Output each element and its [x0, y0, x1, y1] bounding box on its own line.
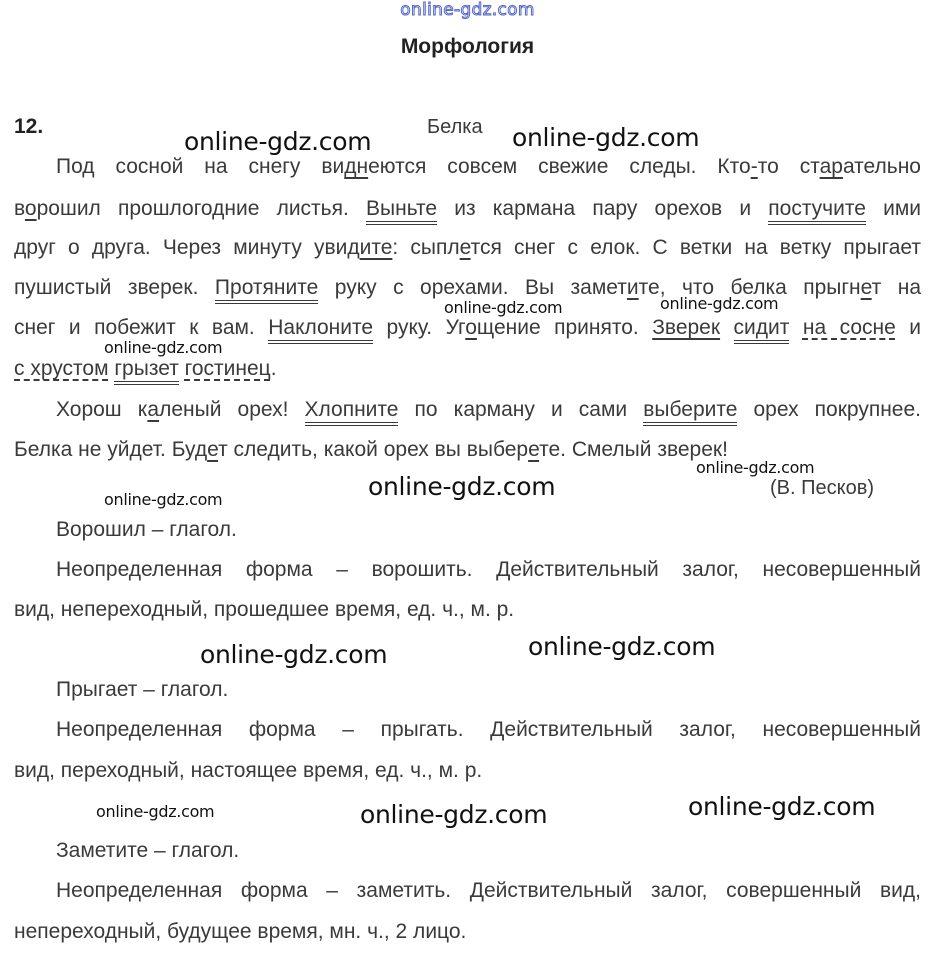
- analysis-text-3b: непереходный, будущее время, мн. ч., 2 лицо.: [14, 920, 467, 943]
- section-title: Морфология: [400, 35, 535, 58]
- watermark: online-gdz.com: [104, 490, 223, 509]
- watermark: online-gdz.com: [660, 294, 779, 313]
- story-line-1: Под сосной на снегу виднеются совсем свежие следы. Кто-то старательно: [56, 155, 921, 178]
- analysis-head-3: Заметите – глагол.: [56, 839, 240, 862]
- story-line-6: с хрустом грызет гостинец.: [14, 355, 921, 383]
- adverbial-s-khrustom: с хрустом: [14, 357, 109, 380]
- predicate-vynte: Выньте: [366, 197, 437, 225]
- watermark: online-gdz.com: [444, 298, 563, 317]
- predicate-gryzet: грызет: [114, 357, 178, 385]
- story-title: Белка: [427, 116, 483, 138]
- author: (В. Песков): [770, 477, 874, 499]
- predicate-naklonite: Наклоните: [268, 316, 373, 344]
- watermark: online-gdz.com: [200, 640, 388, 669]
- story-line-3: друг о друга. Через минуту увидите: сыплется снег с елок. С ветки на ветку прыгает: [14, 236, 922, 259]
- watermark: online-gdz.com: [104, 338, 223, 357]
- analysis-text-3a: Неопределенная форма – заметить. Действительный залог, совершенный вид,: [56, 879, 921, 902]
- story-line-8: Белка не уйдет. Будет следить, какой орех вы выберете. Смелый зверек!: [14, 438, 728, 461]
- watermark: online-gdz.com: [528, 632, 716, 661]
- analysis-text-2a: Неопределенная форма – прыгать. Действительный залог, несовершенный: [56, 718, 921, 741]
- object-gostinets: гостинец: [184, 357, 271, 380]
- analysis-text-2b: вид, переходный, настоящее время, ед. ч., м. р.: [14, 759, 483, 782]
- predicate-postuchite: постучите: [768, 197, 866, 225]
- story-line-7: Хорош каленый орех! Хлопните по карману и сами выберите орех покрупнее.: [56, 396, 921, 424]
- predicate-khlopnite: Хлопните: [305, 398, 399, 426]
- analysis-head-1: Ворошил – глагол.: [56, 518, 237, 541]
- watermark: online-gdz.com: [184, 127, 372, 156]
- predicate-sidit: сидит: [734, 316, 790, 344]
- story-line-4: пушистый зверек. Протяните руку с орехами. Вы заметите, что белка прыгнет на: [14, 274, 921, 302]
- predicate-protyanite: Протяните: [215, 276, 318, 304]
- watermark: online-gdz.com: [512, 123, 700, 152]
- analysis-text-1a: Неопределенная форма – ворошить. Действительный залог, несовершенный: [56, 558, 921, 581]
- watermark: online-gdz.com: [96, 802, 215, 821]
- watermark: online-gdz.com: [688, 792, 876, 821]
- analysis-head-2: Прыгает – глагол.: [56, 678, 229, 701]
- predicate-vyberite: выберите: [643, 398, 737, 426]
- watermark: online-gdz.com: [360, 800, 548, 829]
- analysis-text-1b: вид, непереходный, прошедшее время, ед. ч., м. р.: [14, 598, 515, 621]
- exercise-number: 12.: [14, 115, 44, 138]
- subject-zverek: Зверек: [652, 316, 721, 339]
- story-line-2: ворошил прошлогодние листья. Выньте из кармана пару орехов и постучите ими: [14, 195, 921, 223]
- story-line-5: снег и побежит к вам. Наклоните руку. Угощение принято. Зверек сидит на сосне и: [14, 314, 921, 342]
- adverbial-na-sosne: на сосне: [802, 316, 896, 339]
- watermark: online-gdz.com: [696, 458, 815, 477]
- site-header-watermark: online-gdz.com: [400, 0, 535, 20]
- watermark: online-gdz.com: [368, 472, 556, 501]
